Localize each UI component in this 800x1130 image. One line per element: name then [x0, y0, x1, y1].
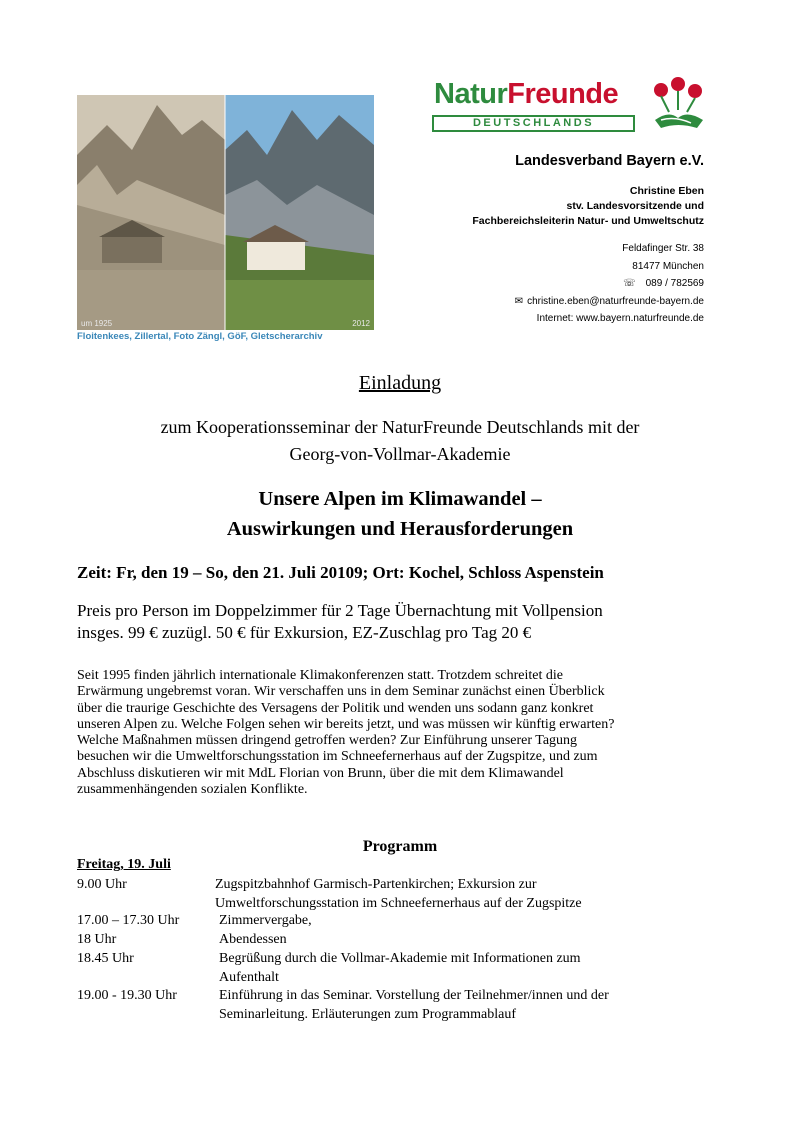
- logo-part1: Natur: [434, 78, 508, 110]
- phone-icon: ☏: [623, 278, 636, 289]
- roses-handshake-icon: [647, 76, 709, 134]
- headline-line-1: Unsere Alpen im Klimawandel –: [258, 488, 542, 510]
- address-street: Feldafinger Str. 38: [622, 243, 704, 254]
- subtitle-line-1: zum Kooperationsseminar der NaturFreunde Deutschlands mit der: [160, 417, 640, 437]
- intro-line: zusammenhängenden sozialen Konflikte.: [77, 782, 308, 798]
- email-link[interactable]: christine.eben@naturfreunde-bayern.de: [527, 296, 704, 307]
- photo-caption: Floitenkees, Zillertal, Foto Zängl, GöF, Gletscherarchiv: [77, 331, 323, 342]
- program-desc: [219, 986, 689, 1024]
- program-desc: [219, 949, 689, 987]
- program-desc-line: Einführung in das Seminar. Vorstellung der Teilnehmer/innen und der: [219, 988, 609, 1003]
- logo-part2: Freunde: [507, 78, 619, 110]
- intro-line: besuchen wir die Umweltforschungsstation im Schneefernerhaus auf der Zugspitze, und zum: [77, 749, 598, 765]
- program-time: 19.00 - 19.30 Uhr: [77, 988, 177, 1003]
- program-desc: [219, 911, 689, 930]
- program-heading: Programm: [362, 838, 438, 855]
- org-name: Landesverband Bayern e.V.: [515, 153, 704, 169]
- price-line-2: insges. 99 € zuzügl. 50 € für Exkursion, EZ-Zuschlag pro Tag 20 €: [77, 623, 532, 642]
- program-desc-line: Zugspitzbahnhof Garmisch-Partenkirchen; Exkursion zur: [215, 877, 537, 892]
- intro-line: über die traurige Geschichte des Versagens der Politik und wenden uns sodann ganz konkret: [77, 700, 594, 716]
- seminar-headline: [0, 484, 800, 544]
- intro-paragraph: [77, 668, 737, 798]
- logo-subtitle: DEUTSCHLANDS: [472, 117, 595, 129]
- program-desc-line: Zimmervergabe,: [219, 913, 312, 928]
- program-desc-line: Begrüßung durch die Vollmar-Akademie mit Informationen zum: [219, 951, 581, 966]
- logo-wordmark: [434, 78, 618, 111]
- price-line-1: Preis pro Person im Doppelzimmer für 2 Tage Übernachtung mit Vollpension: [77, 601, 603, 620]
- phone-number: 089 / 782569: [645, 278, 704, 289]
- program-time: 17.00 – 17.30 Uhr: [77, 913, 180, 928]
- naturfreunde-logo: [432, 80, 712, 140]
- person-role-2: Fachbereichsleiterin Natur- und Umweltschutz: [472, 215, 704, 227]
- program-time: 18 Uhr: [77, 932, 117, 947]
- intro-line: Erwärmung ungebremst voran. Wir verschaffen uns in dem Seminar zunächst einen Überblick: [77, 684, 605, 700]
- subtitle: [0, 414, 800, 468]
- program-day: Freitag, 19. Juli: [77, 857, 171, 872]
- headline-line-2: Auswirkungen und Herausforderungen: [226, 518, 574, 540]
- intro-line: Seit 1995 finden jährlich internationale Klimakonferenzen statt. Trotzdem schreitet die: [77, 668, 563, 683]
- intro-line: Welche Maßnahmen müssen dringend getroffen werden? Zur Einführung unserer Tagung: [77, 733, 578, 749]
- program-desc: [219, 930, 689, 949]
- subtitle-line-2: Georg-von-Vollmar-Akademie: [289, 444, 511, 464]
- email-icon: ✉: [514, 296, 524, 307]
- intro-line: unseren Alpen zu. Welche Folgen sehen wir bereits jetzt, und was müssen wir künftig erwarten?: [77, 716, 615, 732]
- program-time: 9.00 Uhr: [77, 877, 127, 892]
- person-role-1: stv. Landesvorsitzende und: [566, 200, 704, 212]
- address-email: [515, 296, 704, 307]
- program-desc-line: Seminarleitung. Erläuterungen zum Programmablauf: [219, 1007, 517, 1022]
- intro-line: Abschluss diskutieren wir mit MdL Florian von Brunn, über die mit dem Klimawandel: [77, 765, 564, 781]
- date-location: Zeit: Fr, den 19 – So, den 21. Juli 20109; Ort: Kochel, Schloss Aspenstein: [77, 563, 604, 582]
- address-internet[interactable]: Internet: www.bayern.naturfreunde.de: [536, 313, 704, 324]
- price-info: [77, 600, 737, 644]
- address-city: 81477 München: [632, 261, 704, 272]
- page-title: Einladung: [358, 372, 442, 394]
- program-desc-line: Abendessen: [219, 932, 287, 947]
- photo-year-right: 2012: [352, 319, 370, 328]
- program-desc: [215, 875, 685, 913]
- glacier-comparison-photo: [77, 95, 374, 330]
- person-name: Christine Eben: [629, 185, 704, 197]
- program-desc-line: Umweltforschungsstation im Schneefernerhaus auf der Zugspitze: [215, 896, 582, 911]
- program-time: 18.45 Uhr: [77, 951, 134, 966]
- address-phone: [623, 278, 704, 289]
- photo-year-left: um 1925: [81, 319, 113, 328]
- program-desc-line: Aufenthalt: [219, 970, 279, 985]
